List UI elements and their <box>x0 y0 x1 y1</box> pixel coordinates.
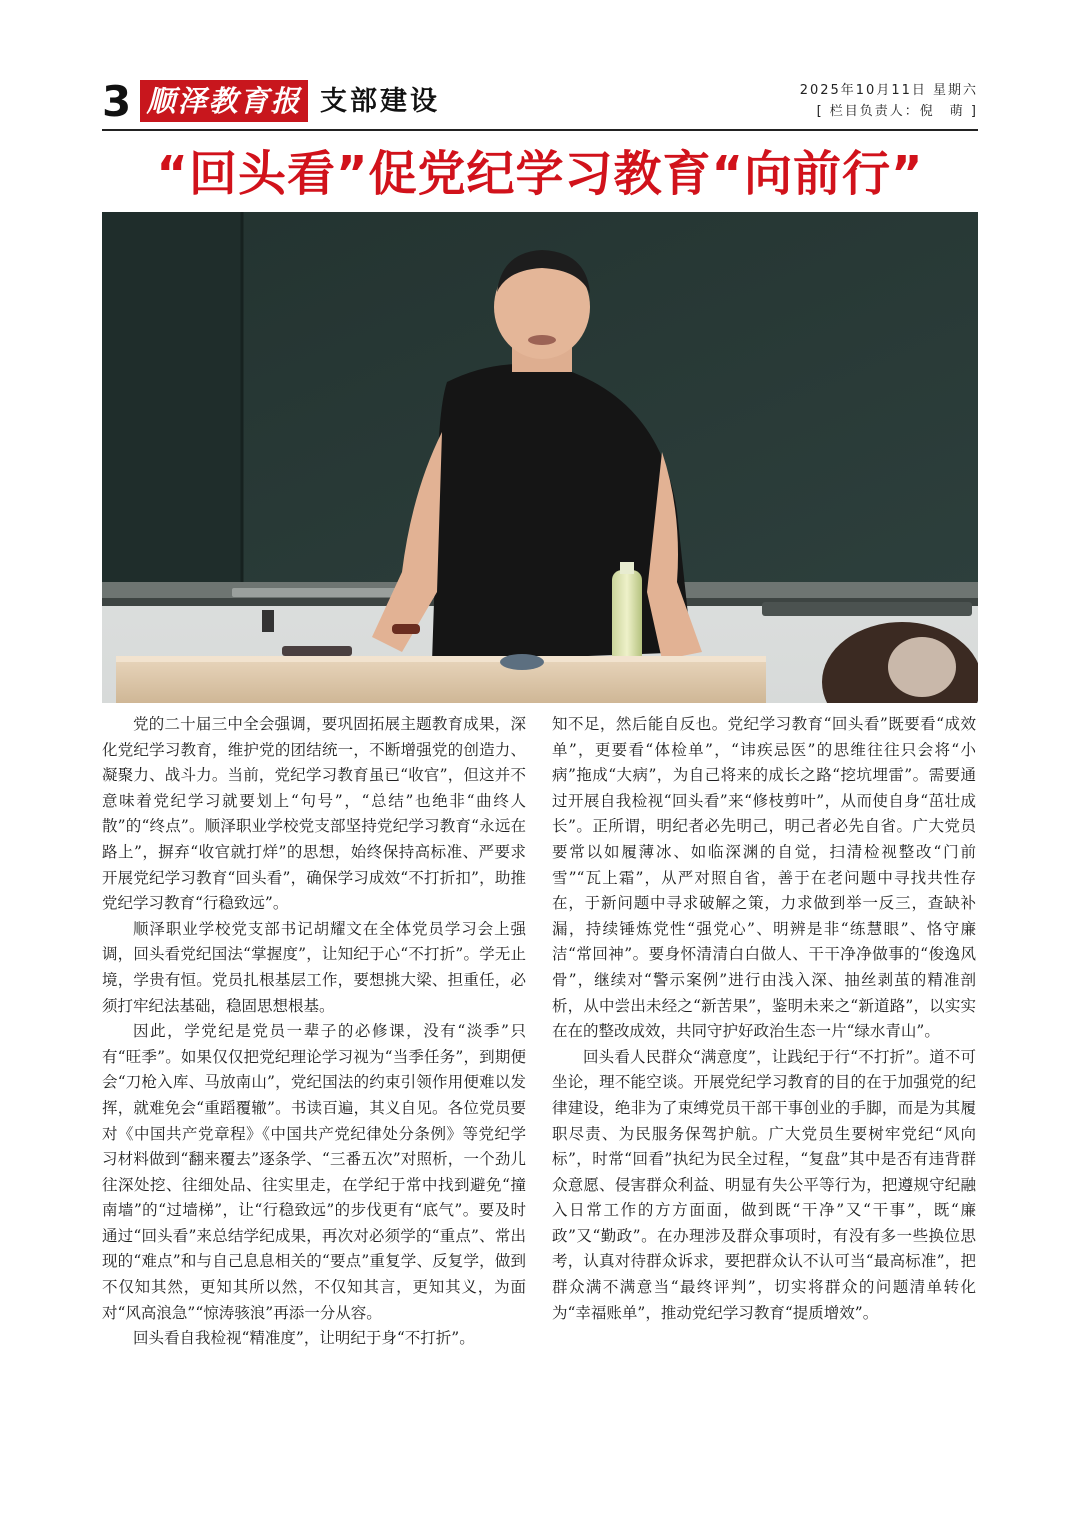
column-editor: [ 栏目负责人：倪 萌 ] <box>816 104 978 119</box>
section-title: 支部建设 <box>320 86 440 117</box>
masthead <box>102 76 978 132</box>
article-paragraph: 因此，学党纪是党员一辈子的必修课，没有“淡季”只有“旺季”。如果仅仅把党纪理论学习视为“当季任务”，到期便会“刀枪入库、马放南山”，党纪国法的约束引领作用便难以发挥，就难免会“重蹈覆辙”。书读百遍，其义自见。各位党员要对《中国共产党章程》《中国共产党纪律处分条例》等党纪学习材料做到“翻来覆去”逐条学、“三番五次”对照析，一个劲儿往深处挖、往细处品、往实里走，在学纪于常中找到避免“撞南墙”的“过墙梯”，让“行稳致远”的步伐更有“底气”。要及时通过“回头看”来总结学纪成果，再次对必须学的“重点”、常出现的“难点”和与自己息息相关的“要点”重复学、反复学，做到不仅知其然，更知其所以然，不仅知其言，更知其义，为面对“风高浪急”“惊涛骇浪”再添一分从容。 <box>102 1022 526 1322</box>
photo-speaker-at-podium-icon <box>102 212 978 703</box>
article-paragraph: 回头看人民群众“满意度”，让践纪于行“不打折”。道不可坐论，理不能空谈。开展党纪学习教育的目的在于加强党的纪律建设，绝非为了束缚党员干部干事创业的手脚，而是为其履职尽责、为民服务保驾护航。广大党员生要树牢党纪“风向标”，时常“回看”执纪为民全过程，“复盘”其中是否有违背群众意愿、侵害群众利益、明显有失公平等行为，把遵规守纪融入日常工作的方方面面，做到既“干净”又“干事”，既“廉政”又“勤政”。在办理涉及群众事项时，有没有多一些换位思考，认真对待群众诉求，要把群众认不认可当“最高标准”，把群众满不满意当“最终评判”，切实将群众的问题清单转化为“幸福账单”，推动党纪学习教育“提质增效”。 <box>552 1047 976 1322</box>
article-paragraph: 顺泽职业学校党支部书记胡耀文在全体党员学习会上强调，回头看党纪国法“掌握度”，让知纪于心“不打折”。学无止境，学贵有恒。党员扎根基层工作，要想挑大梁、担重任，必须打牢纪法基础，稳固思想根基。 <box>102 919 526 1015</box>
header-divider <box>102 129 978 131</box>
page-number: 3 <box>102 77 132 126</box>
newspaper-logo: 顺泽教育报 <box>140 80 308 122</box>
article-headline: “回头看”促党纪学习教育“向前行” <box>156 146 924 202</box>
issue-date: 2025年10月11日 星期六 <box>799 83 978 98</box>
article-column-left <box>102 712 526 1352</box>
article-column-right <box>552 712 976 1326</box>
article-paragraph: 回头看自我检视“精准度”，让明纪于身“不打折”。 <box>133 1329 475 1348</box>
article-paragraph-continuation: 知不足，然后能自反也。党纪学习教育“回头看”既要看“成效单”，更要看“体检单”，“讳疾忌医”的思维往往只会将“小病”拖成“大病”，为自己将来的成长之路“挖坑埋雷”。需要通过开展自我检视“回头看”来“修枝剪叶”，从而使自身“茁壮成长”。正所谓，明纪者必先明己，明己者必先自省。广大党员要常以如履薄冰、如临深渊的自觉，扫清检视整改“门前雪”“瓦上霜”，从严对照自省，善于在老问题中寻找共性存在，于新问题中寻求破解之策，力求做到举一反三，查缺补漏，持续锤炼党性“强党心”、明辨是非“练慧眼”、恪守廉洁“常回神”。要身怀清清白白做人、干干净净做事的“俊逸风骨”，继续对“警示案例”进行由浅入深、抽丝剥茧的精准剖析，从中尝出未经之“新苦果”，鉴明未来之“新道路”，以实实在在的整改成效，共同守护好政治生态一片“绿水青山”。 <box>552 715 976 1041</box>
article-photo <box>102 212 978 703</box>
article-paragraph: 党的二十届三中全会强调，要巩固拓展主题教育成果，深化党纪学习教育，维护党的团结统一，不断增强党的创造力、凝聚力、战斗力。当前，党纪学习教育虽已“收官”，但这并不意味着党纪学习就要划上“句号”，“总结”也绝非“曲终人散”的“终点”。顺泽职业学校党支部坚持党纪学习教育“永远在路上”，摒弃“收官就打烊”的思想，始终保持高标准、严要求开展党纪学习教育“回头看”，确保学习成效“不打折扣”，助推党纪学习教育“行稳致远”。 <box>102 715 526 913</box>
